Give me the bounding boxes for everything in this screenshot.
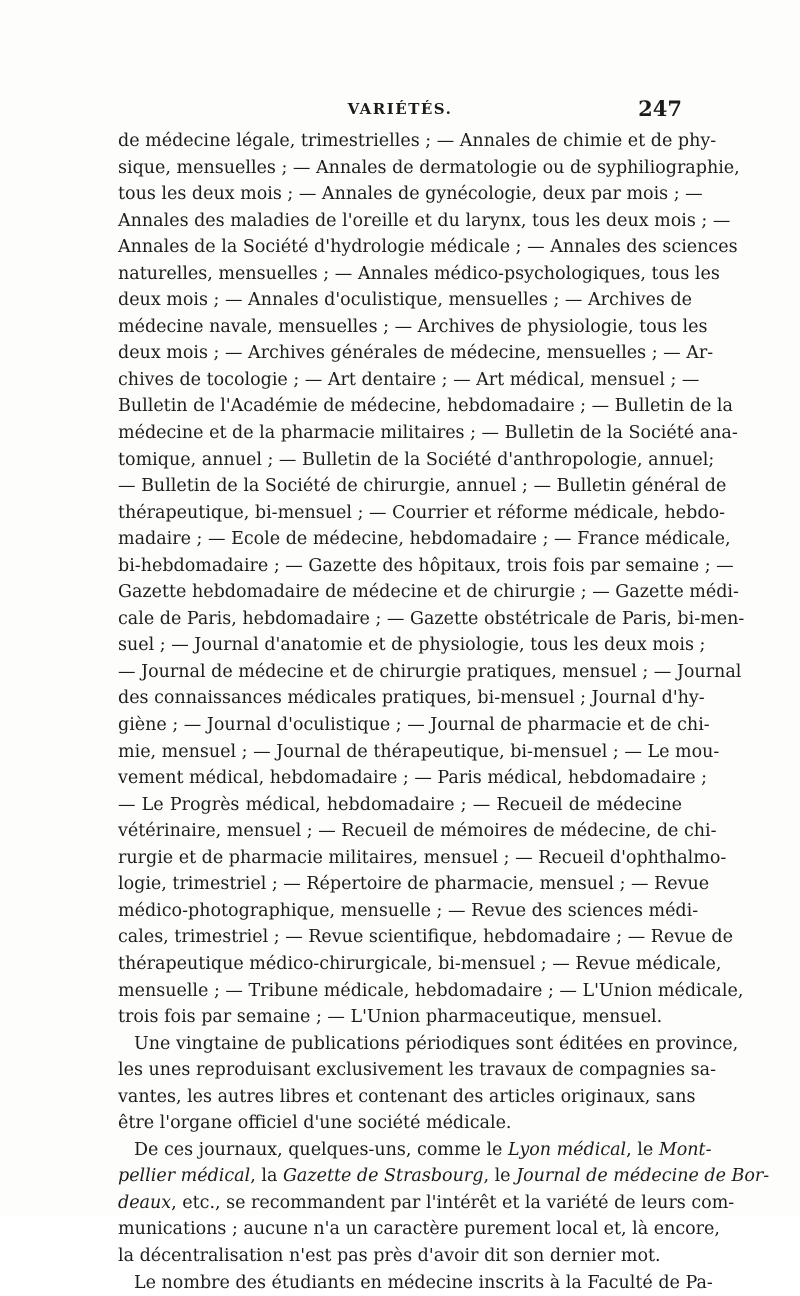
text-run: De ces journaux, quelques-uns, comme le bbox=[134, 1139, 503, 1160]
paragraph-end-line: être l'organe officiel d'une société médicale. bbox=[118, 1113, 512, 1134]
journal-title: Journal de médecine de Bor- bbox=[516, 1166, 770, 1187]
text-line: madaire ; — Ecole de médecine, hebdomadaire ; — France médicale, bbox=[118, 529, 731, 550]
text-line: médico-photographique, mensuelle ; — Revue des sciences médi- bbox=[118, 900, 699, 921]
journal-title: deaux bbox=[118, 1192, 172, 1213]
text-line: mie, mensuel ; — Journal de thérapeutique, bi-mensuel ; — Le mou- bbox=[118, 741, 720, 762]
text-line: logie, trimestriel ; — Répertoire de pharmacie, mensuel ; — Revue bbox=[118, 874, 710, 895]
text-run: , la bbox=[250, 1166, 278, 1187]
text-run: , etc., se recommandent par l'intérêt et la variété de leurs com- bbox=[171, 1192, 735, 1213]
text-line: de médecine légale, trimestrielles ; — Annales de chimie et de phy- bbox=[118, 131, 717, 151]
paragraph-start-line bbox=[118, 1137, 712, 1164]
text-line: Bulletin de l'Académie de médecine, hebdomadaire ; — Bulletin de la bbox=[118, 396, 733, 417]
text-line: Gazette hebdomadaire de médecine et de chirurgie ; — Gazette médi- bbox=[118, 582, 739, 603]
page-number: 247 bbox=[638, 96, 682, 121]
text-line: tomique, annuel ; — Bulletin de la Société d'anthropologie, annuel; bbox=[118, 449, 715, 470]
text-line: munications ; aucune n'a un caractère purement local et, là encore, bbox=[118, 1219, 720, 1240]
text-line: vement médical, hebdomadaire ; — Paris médical, hebdomadaire ; bbox=[118, 768, 708, 789]
text-line: médecine et de la pharmacie militaires ; — Bulletin de la Société ana- bbox=[118, 423, 738, 444]
paragraph-start-line: Le nombre des étudiants en médecine inscrits à la Faculté de Pa- bbox=[134, 1272, 713, 1293]
text-line: chives de tocologie ; — Art dentaire ; — Art médical, mensuel ; — bbox=[118, 369, 700, 390]
text-line: les unes reproduisant exclusivement les travaux de compagnies sa- bbox=[118, 1060, 716, 1081]
text-line: cales, trimestriel ; — Revue scientifique, hebdomadaire ; — Revue de bbox=[118, 927, 733, 948]
text-line: deux mois ; — Archives générales de médecine, mensuelles ; — Ar- bbox=[118, 343, 714, 364]
text-line: rurgie et de pharmacie militaires, mensuel ; — Recueil d'ophthalmo- bbox=[118, 847, 727, 868]
text-line: vantes, les autres libres et contenant des articles originaux, sans bbox=[118, 1086, 696, 1107]
paragraph-start-line: Une vingtaine de publications périodiques sont éditées en province, bbox=[134, 1033, 739, 1054]
text-line: bi-hebdomadaire ; — Gazette des hôpitaux, trois fois par semaine ; — bbox=[118, 555, 734, 576]
text-line: vétérinaire, mensuel ; — Recueil de mémoires de médecine, de chi- bbox=[118, 821, 717, 842]
body-text bbox=[118, 128, 770, 1296]
text-line: — Le Progrès médical, hebdomadaire ; — Recueil de médecine bbox=[118, 794, 682, 815]
text-line: suel ; — Journal d'anatomie et de physiologie, tous les deux mois ; bbox=[118, 635, 706, 656]
journal-title: Gazette de Strasbourg bbox=[282, 1166, 484, 1187]
running-head bbox=[118, 96, 682, 122]
text-line bbox=[118, 1163, 770, 1190]
text-line: — Journal de médecine et de chirurgie pratiques, mensuel ; — Journal bbox=[118, 661, 742, 682]
journal-title: pellier médical bbox=[118, 1166, 251, 1187]
text-line: cale de Paris, hebdomadaire ; — Gazette obstétricale de Paris, bi-men- bbox=[118, 608, 745, 629]
text-line: sique, mensuelles ; — Annales de dermatologie ou de syphiliographie, bbox=[118, 157, 740, 178]
text-line bbox=[118, 1190, 735, 1217]
text-line: — Bulletin de la Société de chirurgie, annuel ; — Bulletin général de bbox=[118, 476, 727, 497]
journal-title: Mont- bbox=[658, 1139, 712, 1160]
text-run: , le bbox=[483, 1166, 511, 1187]
text-line: mensuelle ; — Tribune médicale, hebdomadaire ; — L'Union médicale, bbox=[118, 980, 744, 1001]
journal-title: Lyon médical bbox=[508, 1139, 627, 1160]
text-line: naturelles, mensuelles ; — Annales médico-psychologiques, tous les bbox=[118, 263, 720, 284]
paragraph-end-line: la décentralisation n'est pas près d'avoir dit son dernier mot. bbox=[118, 1245, 661, 1266]
text-run: , le bbox=[626, 1139, 654, 1160]
text-line: médecine navale, mensuelles ; — Archives de physiologie, tous les bbox=[118, 316, 708, 337]
text-line: Annales des maladies de l'oreille et du larynx, tous les deux mois ; — bbox=[118, 210, 731, 231]
text-line: tous les deux mois ; — Annales de gynécologie, deux par mois ; — bbox=[118, 184, 703, 205]
text-line: des connaissances médicales pratiques, bi-mensuel ; Journal d'hy- bbox=[118, 688, 705, 709]
text-line: thérapeutique, bi-mensuel ; — Courrier et réforme médicale, hebdo- bbox=[118, 502, 726, 523]
paragraph-end-line: trois fois par semaine ; — L'Union pharmaceutique, mensuel. bbox=[118, 1007, 663, 1028]
text-line: deux mois ; — Annales d'oculistique, mensuelles ; — Archives de bbox=[118, 290, 693, 311]
text-line: Annales de la Société d'hydrologie médicale ; — Annales des sciences bbox=[118, 237, 738, 258]
running-title: VARIÉTÉS. bbox=[347, 100, 453, 118]
text-line: thérapeutique médico-chirurgicale, bi-mensuel ; — Revue médicale, bbox=[118, 953, 722, 974]
text-line: giène ; — Journal d'oculistique ; — Journal de pharmacie et de chi- bbox=[118, 715, 710, 736]
